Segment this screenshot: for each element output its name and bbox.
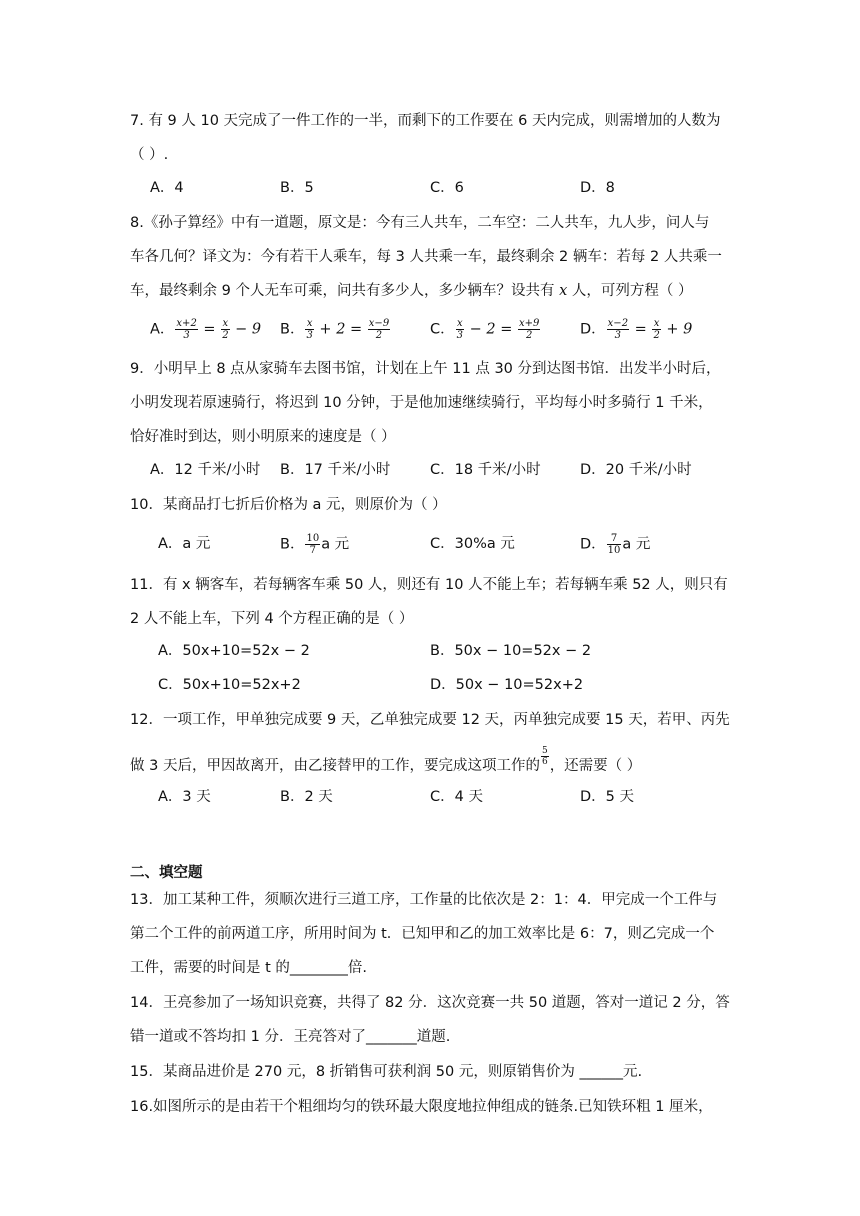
q10-option-d-post: a 元 xyxy=(622,536,651,553)
q10-option-b-post: a 元 xyxy=(321,536,350,553)
q12-line1: 12．一项工作，甲单独完成要 9 天，乙单独完成要 12 天，丙单独完成要 15 天，若甲、丙先 xyxy=(130,712,730,728)
q9-option-c: C．18 千米/小时 xyxy=(430,462,541,478)
q10-option-b-fraction: $\frac{10}{7}$ xyxy=(306,533,320,556)
q8-option-c xyxy=(430,318,541,341)
q8-option-b-fraction-right: $\frac{x-9}{2}$ xyxy=(368,318,390,341)
q12-fraction: $\frac{5}{6}$ xyxy=(541,746,548,767)
q9-line2: 小明发现若原速骑行，将迟到 10 分钟，于是他加速继续骑行，平均每小时多骑行 1 千米， xyxy=(130,395,713,411)
q12-option-c: C．4 天 xyxy=(430,789,483,805)
q12-line2-pre: 做 3 天后，甲因故离开，由乙接替甲的工作，要完成这项工作的 xyxy=(130,758,540,774)
q12-option-a: A．3 天 xyxy=(158,789,211,805)
q8-option-d-fraction-right: $\frac{x}{2}$ xyxy=(653,318,660,341)
q8-line1: 8.《孙子算经》中有一道题，原文是：今有三人共车，二车空：二人共车，九人步，问人与 xyxy=(130,215,710,231)
q11-option-b: B．50x − 10=52x − 2 xyxy=(430,643,592,659)
q9-line1: 9．小明早上 8 点从家骑车去图书馆，计划在上午 11 点 30 分到达图书馆．出发半小时后， xyxy=(130,361,721,377)
q7-option-b: B．5 xyxy=(280,180,314,196)
q9-line3: 恰好准时到达，则小明原来的速度是（ ） xyxy=(130,429,396,445)
q15-line1: 15．某商品进价是 270 元，8 折销售可获利润 50 元，则原销售价为 ______元. xyxy=(130,1064,643,1080)
q11-line2: 2 人不能上车，下列 4 个方程正确的是（ ） xyxy=(130,611,414,627)
q8-line3-post: 人，可列方程（ ） xyxy=(571,283,693,299)
q13-line1: 13．加工某种工件，须顺次进行三道工序，工作量的比依次是 2：1：4．甲完成一个工件与 xyxy=(130,892,718,908)
section-title-fill-in: 二、填空题 xyxy=(130,865,203,881)
q8-option-d-equals: = xyxy=(630,321,652,338)
q16-line1: 16.如图所示的是由若干个粗细均匀的铁环最大限度地拉伸组成的链条.已知铁环粗 1 厘米， xyxy=(130,1099,713,1115)
q12-line2 xyxy=(130,746,641,777)
q11-option-d: D．50x − 10=52x+2 xyxy=(430,677,584,693)
q10-option-b-label: B． xyxy=(280,536,305,553)
q10-option-b xyxy=(280,533,349,556)
q8-option-b-fraction-left: $\frac{x}{3}$ xyxy=(306,318,313,341)
q8-option-d-label: D． xyxy=(580,321,606,338)
q13-line3: 工件，需要的时间是 t 的________倍. xyxy=(130,960,368,976)
q8-option-a-fraction-right: $\frac{x}{2}$ xyxy=(222,318,229,341)
q7-line2: （ ）. xyxy=(130,147,169,163)
q8-line3-pre: 车，最终剩余 9 个人无车可乘，问共有多少人，多少辆车？设共有 xyxy=(130,283,555,299)
q9-option-d: D．20 千米/小时 xyxy=(580,462,692,478)
q14-line2: 错一道或不答均扣 1 分．王亮答对了_______道题. xyxy=(130,1029,451,1045)
q9-option-b: B．17 千米/小时 xyxy=(280,462,391,478)
q11-option-c: C．50x+10=52x+2 xyxy=(158,677,301,693)
q10-option-d-label: D． xyxy=(580,536,606,553)
q11-option-a: A．50x+10=52x − 2 xyxy=(158,643,310,659)
q10-option-d xyxy=(580,533,650,556)
q14-line1: 14．王亮参加了一场知识竞赛，共得了 82 分．这次竞赛一共 50 道题，答对一道记 2 分，答 xyxy=(130,995,730,1011)
q9-option-a: A．12 千米/小时 xyxy=(150,462,261,478)
q13-line2: 第二个工件的前两道工序，所用时间为 t．已知甲和乙的加工效率比是 6：7，则乙完成一个 xyxy=(130,926,715,942)
q8-option-a xyxy=(150,318,261,341)
q7-line1: 7. 有 9 人 10 天完成了一件工作的一半，而剩下的工作要在 6 天内完成，则需增加的人数为 xyxy=(130,113,721,129)
q8-option-b-label: B． xyxy=(280,321,305,338)
q8-option-a-label: A． xyxy=(150,321,175,338)
q8-option-a-equals: = xyxy=(198,321,221,338)
q8-option-c-fraction-right: $\frac{x+9}{2}$ xyxy=(518,318,540,341)
q8-line3-variable: x xyxy=(559,283,568,299)
q8-option-d xyxy=(580,318,692,341)
q8-option-c-label: C． xyxy=(430,321,455,338)
q8-option-c-middle: − 2 = xyxy=(465,321,517,338)
q8-option-c-fraction-left: $\frac{x}{3}$ xyxy=(456,318,463,341)
q8-option-d-rest: + 9 xyxy=(661,321,693,338)
q7-option-c: C．6 xyxy=(430,180,464,196)
q7-option-d: D．8 xyxy=(580,180,615,196)
q10-option-a: A．a 元 xyxy=(158,536,211,552)
q10-option-d-fraction: $\frac{7}{10}$ xyxy=(607,533,621,556)
q8-option-b-middle: + 2 = xyxy=(314,321,367,338)
q8-option-d-fraction-left: $\frac{x-2}{3}$ xyxy=(607,318,629,341)
q7-option-a: A．4 xyxy=(150,180,184,196)
q8-option-a-rest: − 9 xyxy=(230,321,262,338)
q8-line2: 车各几何？译文为：今有若干人乘车，每 3 人共乘一车，最终剩余 2 辆车：若每 2 人共乘一 xyxy=(130,249,722,265)
q8-line3 xyxy=(130,280,692,302)
q10-line1: 10．某商品打七折后价格为 a 元，则原价为（ ） xyxy=(130,497,447,513)
q12-option-d: D．5 天 xyxy=(580,789,634,805)
q8-option-b xyxy=(280,318,391,341)
q10-option-c: C．30%a 元 xyxy=(430,536,515,552)
q12-option-b: B．2 天 xyxy=(280,789,333,805)
q12-line2-post: ，还需要（ ） xyxy=(549,758,642,774)
q11-line1: 11．有 x 辆客车，若每辆客车乘 50 人，则还有 10 人不能上车；若每辆车乘 52 人，则只有 xyxy=(130,577,728,593)
q8-option-a-fraction-left: $\frac{x+2}{3}$ xyxy=(176,318,197,341)
